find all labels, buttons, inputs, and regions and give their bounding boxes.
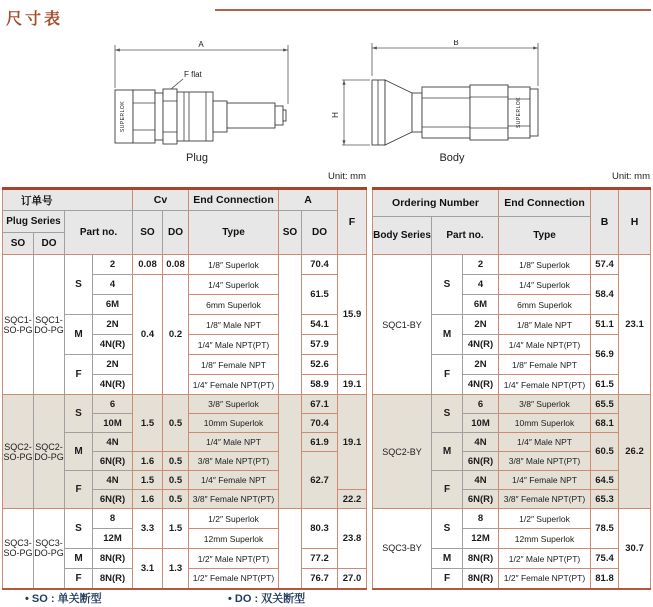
header-body-series: Body Series xyxy=(373,217,432,255)
cell-cv-value: 1.5 xyxy=(133,395,163,452)
header-cv: Cv xyxy=(133,189,189,211)
header-ordering-number: Ordering Number xyxy=(373,189,499,217)
cell-cv-value: 0.5 xyxy=(163,471,189,490)
cell-dimension-value: 61.9 xyxy=(302,433,338,452)
f-flat-label: F flat xyxy=(184,70,202,79)
cell-dimension-value: 75.4 xyxy=(591,549,619,569)
header-order-number: 订单号 xyxy=(3,189,133,211)
header-type: Type xyxy=(499,217,591,255)
header-end-connection: End Connection xyxy=(189,189,279,211)
cell-part-no: 4N xyxy=(463,433,499,452)
table-row xyxy=(373,255,651,275)
header-end-connection: End Connection xyxy=(499,189,591,217)
cell-connection-type: 1/4″ Female NPT(PT) xyxy=(189,375,279,395)
cell-group-letter: S xyxy=(432,255,463,315)
plug-dimension-table xyxy=(2,187,367,590)
cell-group-letter: M xyxy=(65,433,93,471)
cell-part-no: 2 xyxy=(463,255,499,275)
cell-group-letter: M xyxy=(65,315,93,355)
cell-connection-type: 1/2″ Female NPT(PT) xyxy=(499,569,591,589)
cell-part-no: 2N xyxy=(93,355,133,375)
superlok-vertical-text: SUPERLOK xyxy=(120,100,126,133)
cell-connection-type: 1/8″ Female NPT xyxy=(189,355,279,375)
cell-cv-value: 1.5 xyxy=(163,509,189,549)
superlok-vertical-text: SUPERLOK xyxy=(516,96,522,129)
table-row xyxy=(373,509,651,529)
header-a: A xyxy=(279,189,338,211)
header-a-do: DO xyxy=(302,211,338,255)
page-title: 尺寸表 xyxy=(6,9,64,28)
cell-dimension-value: 52.6 xyxy=(302,355,338,375)
header-series-do: DO xyxy=(34,233,65,255)
cell-group-letter: F xyxy=(65,471,93,509)
cell-dimension-value: 77.2 xyxy=(302,549,338,569)
cell-group-letter: M xyxy=(432,549,463,569)
cell-cv-value: 1.6 xyxy=(133,490,163,509)
table-row xyxy=(3,395,367,414)
cell-part-no: 2N xyxy=(463,355,499,375)
cell-series-name: SQC1-SO-PG xyxy=(3,255,34,395)
cell-dimension-value: 58.4 xyxy=(591,275,619,315)
cell-series-name: SQC1-BY xyxy=(373,255,432,395)
cell-dimension-value: 23.1 xyxy=(619,255,651,395)
cell-cv-value: 0.2 xyxy=(163,275,189,395)
cell-dimension-value: 15.9 xyxy=(338,255,367,375)
cell-connection-type: 1/2″ Male NPT(PT) xyxy=(189,549,279,569)
cell-series-name: SQC3-SO-PG xyxy=(3,509,34,589)
cell-dimension-value: 30.7 xyxy=(619,509,651,589)
cell-dimension-value: 80.3 xyxy=(302,509,338,549)
cell-connection-type: 12mm Superlok xyxy=(499,529,591,549)
header-part-no: Part no. xyxy=(432,217,499,255)
cell-dimension-value: 57.9 xyxy=(302,335,338,355)
cell-connection-type: 3/8″ Female NPT(PT) xyxy=(499,490,591,509)
cell-series-name: SQC3-BY xyxy=(373,509,432,589)
table-row xyxy=(373,395,651,414)
header-h: H xyxy=(619,189,651,255)
cell-part-no: 8N(R) xyxy=(463,549,499,569)
cell-dimension-value: 67.1 xyxy=(302,395,338,414)
cell-connection-type: 1/2″ Superlok xyxy=(499,509,591,529)
cell-part-no: 4 xyxy=(93,275,133,295)
cell-part-no: 2N xyxy=(93,315,133,335)
unit-label-left: Unit: mm xyxy=(328,171,366,182)
cell-part-no: 8N(R) xyxy=(463,569,499,589)
cell-connection-type: 1/8″ Female NPT xyxy=(499,355,591,375)
body-caption: Body xyxy=(439,152,465,164)
cell-connection-type: 6mm Superlok xyxy=(499,295,591,315)
cell-dimension-value: 68.1 xyxy=(591,414,619,433)
cell-connection-type: 1/8″ Superlok xyxy=(499,255,591,275)
cell-connection-type: 10mm Superlok xyxy=(499,414,591,433)
cell-dimension-value: 58.9 xyxy=(302,375,338,395)
cell-part-no: 8N(R) xyxy=(93,549,133,569)
cell-part-no: 4N xyxy=(93,433,133,452)
cell-dimension-value: 60.5 xyxy=(591,433,619,471)
cell-connection-type: 1/4″ Male NPT(PT) xyxy=(499,335,591,355)
cell-group-letter: S xyxy=(432,509,463,549)
cell-connection-type: 1/4″ Female NPT xyxy=(499,471,591,490)
cell-dimension-value: 19.1 xyxy=(338,375,367,395)
cell-part-no: 4N(R) xyxy=(463,335,499,355)
cell-part-no: 6N(R) xyxy=(93,452,133,471)
cell-series-name: SQC2-DO-PG xyxy=(34,395,65,509)
cell-series-name: SQC3-DO-PG xyxy=(34,509,65,589)
cell-dimension-value: 26.2 xyxy=(619,395,651,509)
cell-cv-value: 0.08 xyxy=(163,255,189,275)
cell-series-name: SQC1-DO-PG xyxy=(34,255,65,395)
cell-connection-type: 1/8″ Male NPT xyxy=(189,315,279,335)
cell-connection-type: 3/8″ Male NPT(PT) xyxy=(499,452,591,471)
header-part-no: Part no. xyxy=(65,211,133,255)
cell-dimension-value: 27.0 xyxy=(338,569,367,589)
cell-part-no: 10M xyxy=(463,414,499,433)
cell-part-no: 6N(R) xyxy=(463,452,499,471)
cell-connection-type: 3/8″ Male NPT(PT) xyxy=(189,452,279,471)
plug-diagram xyxy=(100,40,295,165)
cell-cv-value: 0.5 xyxy=(163,395,189,452)
cell-connection-type: 12mm Superlok xyxy=(189,529,279,549)
header-plug-series: Plug Series xyxy=(3,211,65,233)
cell-connection-type: 1/8″ Superlok xyxy=(189,255,279,275)
cell-series-name: SQC2-BY xyxy=(373,395,432,509)
cell-dimension-value: 22.2 xyxy=(338,490,367,509)
body-diagram xyxy=(330,40,545,165)
cell-group-letter: F xyxy=(432,569,463,589)
dim-label-h: H xyxy=(331,112,340,118)
cell-group-letter: F xyxy=(432,355,463,395)
cell-connection-type: 1/2″ Male NPT(PT) xyxy=(499,549,591,569)
cell-dimension-value: 54.1 xyxy=(302,315,338,335)
cell-part-no: 12M xyxy=(463,529,499,549)
table-row xyxy=(3,255,367,275)
cell-cv-value: 0.4 xyxy=(133,275,163,395)
dim-label-a: A xyxy=(198,40,204,49)
cell-connection-type: 1/4″ Male NPT xyxy=(189,433,279,452)
cell-connection-type: 1/4″ Superlok xyxy=(189,275,279,295)
cell-series-name: SQC2-SO-PG xyxy=(3,395,34,509)
cell-connection-type: 6mm Superlok xyxy=(189,295,279,315)
cell-dimension-value: 61.5 xyxy=(591,375,619,395)
cell-connection-type: 1/4″ Superlok xyxy=(499,275,591,295)
cell-group-letter: S xyxy=(65,255,93,315)
cell-group-letter: M xyxy=(432,433,463,471)
cell-connection-type: 1/8″ Male NPT xyxy=(499,315,591,335)
header-cv-do: DO xyxy=(163,211,189,255)
cell-connection-type: 1/2″ Superlok xyxy=(189,509,279,529)
cell-part-no: 2N xyxy=(463,315,499,335)
cell-group-letter: F xyxy=(65,569,93,589)
header-type: Type xyxy=(189,211,279,255)
cell-cv-value: 1.5 xyxy=(133,471,163,490)
cell-a-so xyxy=(279,395,302,509)
cell-part-no: 4N xyxy=(93,471,133,490)
cell-part-no: 6M xyxy=(463,295,499,315)
cell-dimension-value: 19.1 xyxy=(338,395,367,490)
header-rule xyxy=(215,9,651,11)
cell-part-no: 6 xyxy=(463,395,499,414)
cell-dimension-value: 23.8 xyxy=(338,509,367,569)
cell-part-no: 12M xyxy=(93,529,133,549)
cell-dimension-value: 65.3 xyxy=(591,490,619,509)
unit-label-right: Unit: mm xyxy=(612,171,650,182)
header-b: B xyxy=(591,189,619,255)
cell-dimension-value: 70.4 xyxy=(302,414,338,433)
cell-dimension-value: 70.4 xyxy=(302,255,338,275)
table-row xyxy=(3,509,367,529)
cell-group-letter: S xyxy=(65,509,93,549)
cell-cv-value: 0.08 xyxy=(133,255,163,275)
cell-connection-type: 3/8″ Female NPT(PT) xyxy=(189,490,279,509)
cell-connection-type: 1/4″ Female NPT xyxy=(189,471,279,490)
cell-cv-value: 0.5 xyxy=(163,490,189,509)
cell-cv-value: 3.1 xyxy=(133,549,163,589)
cell-a-so xyxy=(279,255,302,395)
header-f: F xyxy=(338,189,367,255)
cell-dimension-value: 81.8 xyxy=(591,569,619,589)
cell-connection-type: 3/8″ Superlok xyxy=(189,395,279,414)
cell-dimension-value: 64.5 xyxy=(591,471,619,490)
legend-so: • SO : 单关断型 xyxy=(25,593,102,605)
header-a-so: SO xyxy=(279,211,302,255)
dim-label-b: B xyxy=(453,40,459,47)
cell-part-no: 2 xyxy=(93,255,133,275)
cell-dimension-value: 56.9 xyxy=(591,335,619,375)
cell-dimension-value: 57.4 xyxy=(591,255,619,275)
cell-part-no: 6N(R) xyxy=(463,490,499,509)
cell-cv-value: 1.3 xyxy=(163,549,189,589)
cell-part-no: 6M xyxy=(93,295,133,315)
cell-dimension-value: 78.5 xyxy=(591,509,619,549)
plug-caption: Plug xyxy=(185,152,209,164)
cell-group-letter: M xyxy=(432,315,463,355)
cell-group-letter: S xyxy=(432,395,463,433)
cell-connection-type: 1/4″ Male NPT xyxy=(499,433,591,452)
cell-connection-type: 1/4″ Female NPT(PT) xyxy=(499,375,591,395)
cell-dimension-value: 61.5 xyxy=(302,275,338,315)
cell-connection-type: 1/4″ Male NPT(PT) xyxy=(189,335,279,355)
cell-part-no: 6N(R) xyxy=(93,490,133,509)
cell-cv-value: 1.6 xyxy=(133,452,163,471)
cell-dimension-value: 65.5 xyxy=(591,395,619,414)
cell-connection-type: 1/2″ Female NPT(PT) xyxy=(189,569,279,589)
cell-connection-type: 3/8″ Superlok xyxy=(499,395,591,414)
cell-part-no: 4N(R) xyxy=(463,375,499,395)
cell-cv-value: 3.3 xyxy=(133,509,163,549)
cell-part-no: 8 xyxy=(463,509,499,529)
cell-part-no: 4 xyxy=(463,275,499,295)
cell-dimension-value: 76.7 xyxy=(302,569,338,589)
cell-group-letter: S xyxy=(65,395,93,433)
cell-part-no: 8 xyxy=(93,509,133,529)
cell-group-letter: M xyxy=(65,549,93,569)
cell-connection-type: 10mm Superlok xyxy=(189,414,279,433)
header-cv-so: SO xyxy=(133,211,163,255)
cell-part-no: 4N(R) xyxy=(93,375,133,395)
cell-part-no: 4N(R) xyxy=(93,335,133,355)
cell-part-no: 4N xyxy=(463,471,499,490)
body-dimension-table xyxy=(372,187,651,590)
cell-cv-value: 0.5 xyxy=(163,452,189,471)
legend-do: • DO : 双关断型 xyxy=(228,593,306,605)
cell-part-no: 10M xyxy=(93,414,133,433)
cell-dimension-value: 51.1 xyxy=(591,315,619,335)
cell-a-so xyxy=(279,509,302,589)
cell-group-letter: F xyxy=(432,471,463,509)
header-series-so: SO xyxy=(3,233,34,255)
cell-group-letter: F xyxy=(65,355,93,395)
cell-part-no: 8N(R) xyxy=(93,569,133,589)
cell-dimension-value: 62.7 xyxy=(302,452,338,509)
cell-part-no: 6 xyxy=(93,395,133,414)
